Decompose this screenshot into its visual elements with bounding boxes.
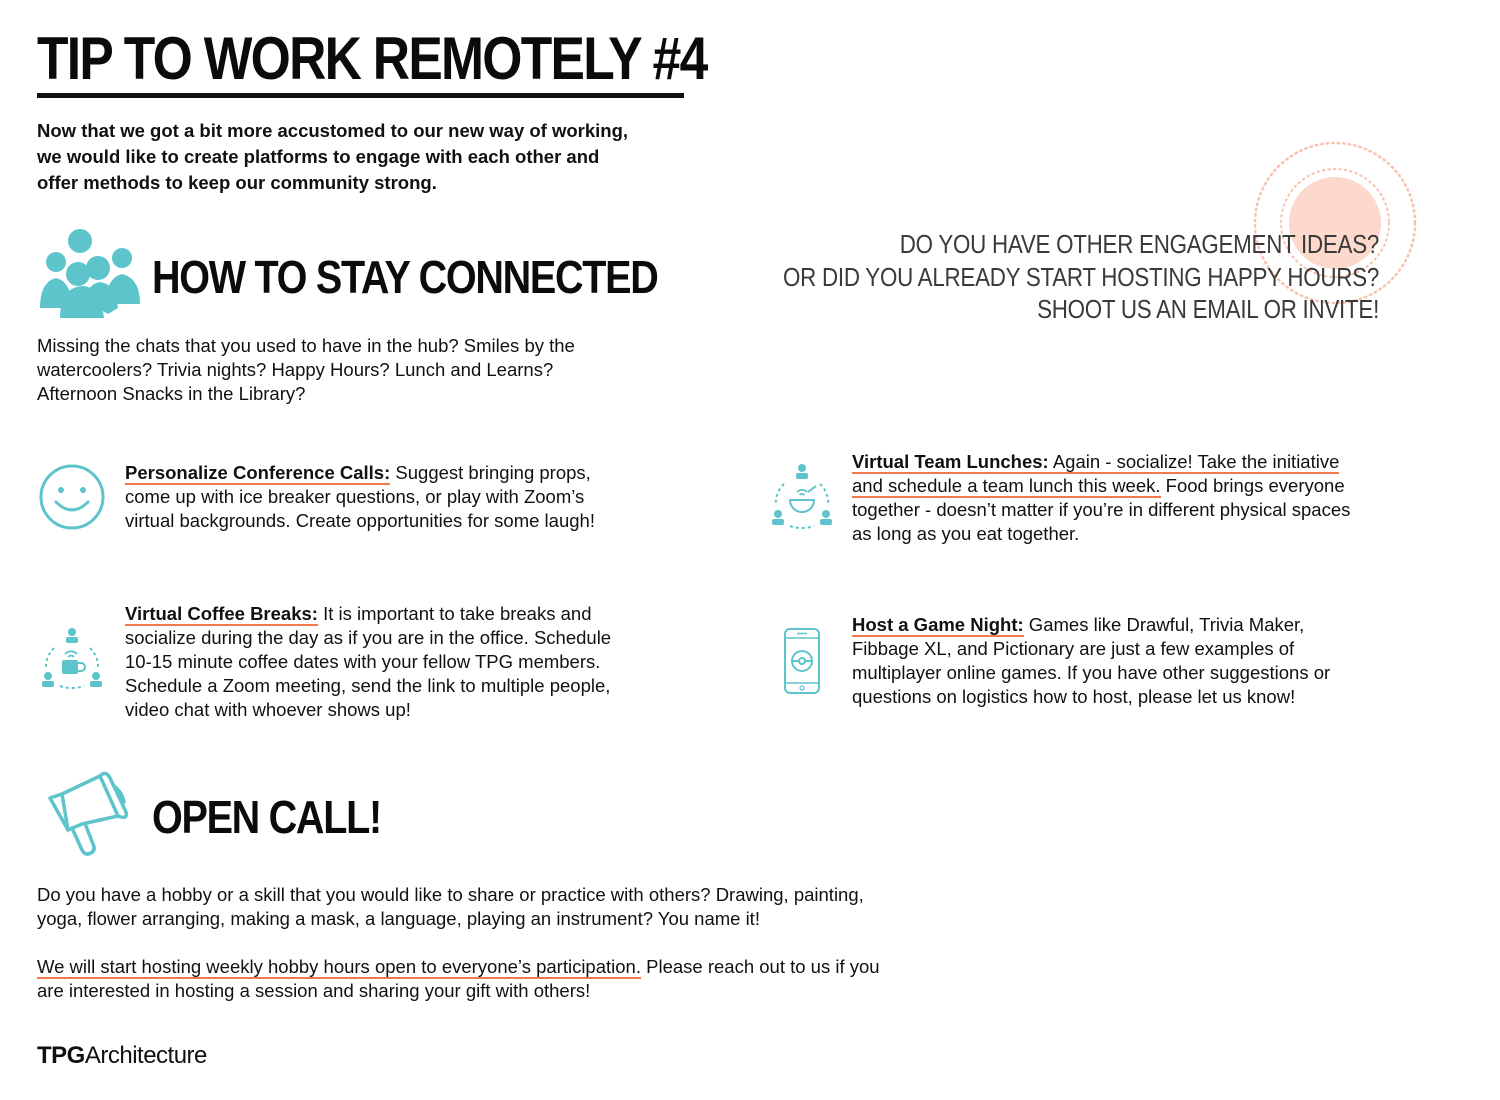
tip-text: Again - socialize! Take the initiative — [1048, 451, 1340, 472]
tip-text: virtual backgrounds. Create opportunities for some laugh! — [125, 510, 595, 531]
intro-line: Now that we got a bit more accustomed to our new way of working, — [37, 120, 629, 141]
tip-text: Schedule a Zoom meeting, send the link to multiple people, — [125, 675, 611, 696]
connected-line: watercoolers? Trivia nights? Happy Hours? Lunch and Learns? — [37, 359, 554, 380]
tip-lead: Host a Game Night: — [852, 614, 1024, 635]
tip-text-underlined: and schedule a team lunch this week. — [852, 475, 1161, 496]
intro-text — [37, 118, 737, 196]
open-call-heading: OPEN CALL! — [152, 791, 381, 843]
engagement-callout — [783, 228, 1379, 326]
tip-text: Food brings everyone — [1160, 475, 1345, 496]
open-call-text — [37, 883, 880, 1003]
team-lunch-icon — [770, 462, 834, 530]
tip-text: questions on logistics how to host, please let us know! — [852, 686, 1296, 707]
tip-text: socialize during the day as if you are in the office. Schedule — [125, 627, 612, 648]
intro-line: offer methods to keep our community strong. — [37, 172, 437, 193]
tip-game-night — [852, 613, 1330, 709]
open-call-underlined: We will start hosting weekly hobby hours open to everyone’s participation. — [37, 956, 641, 977]
title-underline — [37, 93, 684, 98]
tip-text: multiplayer online games. If you have other suggestions or — [852, 662, 1331, 683]
tip-text: together - doesn’t matter if you’re in different physical spaces — [852, 499, 1351, 520]
open-call-line: yoga, flower arranging, making a mask, a language, playing an instrument? You name it! — [37, 908, 760, 929]
callout-line: OR DID YOU ALREADY START HOSTING HAPPY HOURS? — [782, 261, 1379, 292]
tip-text: Fibbage XL, and Pictionary are just a few examples of — [852, 638, 1295, 659]
callout-line: DO YOU HAVE OTHER ENGAGEMENT IDEAS? — [899, 229, 1379, 259]
megaphone-icon — [44, 768, 132, 860]
logo-rest: Architecture — [84, 1042, 207, 1069]
connected-line: Afternoon Snacks in the Library? — [37, 383, 306, 404]
page-title: TIP TO WORK REMOTELY #4 — [37, 25, 707, 92]
tip-text: Games like Drawful, Trivia Maker, — [1023, 614, 1305, 635]
smiley-face-icon — [38, 463, 106, 531]
connected-text — [37, 334, 575, 406]
tip-text: 10-15 minute coffee dates with your fellow TPG members. — [125, 651, 601, 672]
logo-bold: TPG — [37, 1042, 85, 1069]
tip-text: Suggest bringing props, — [390, 462, 591, 483]
tip-text: It is important to take breaks and — [317, 603, 592, 624]
tip-lead: Virtual Team Lunches: — [852, 451, 1049, 472]
connected-line: Missing the chats that you used to have in the hub? Smiles by the — [37, 335, 575, 356]
stay-connected-heading: HOW TO STAY CONNECTED — [152, 251, 658, 303]
tpg-architecture-logo — [37, 1042, 207, 1070]
tip-conference-calls — [125, 461, 595, 533]
open-call-line: are interested in hosting a session and sharing your gift with others! — [37, 980, 591, 1001]
tip-team-lunches — [852, 450, 1350, 546]
tip-text: as long as you eat together. — [852, 523, 1080, 544]
coffee-meeting-icon — [40, 626, 104, 692]
phone-game-icon — [783, 627, 821, 695]
tip-coffee-breaks — [125, 602, 611, 722]
callout-line: SHOOT US AN EMAIL OR INVITE! — [1037, 294, 1379, 324]
group-people-icon — [40, 228, 140, 320]
tip-lead: Personalize Conference Calls: — [125, 462, 391, 483]
intro-line: we would like to create platforms to engage with each other and — [37, 146, 600, 167]
open-call-line: Do you have a hobby or a skill that you would like to share or practice with others? Drawing, painting, — [37, 884, 864, 905]
tip-text: video chat with whoever shows up! — [125, 699, 411, 720]
tip-lead: Virtual Coffee Breaks: — [125, 603, 318, 624]
tip-text: come up with ice breaker questions, or play with Zoom’s — [125, 486, 585, 507]
open-call-line: Please reach out to us if you — [640, 956, 880, 977]
